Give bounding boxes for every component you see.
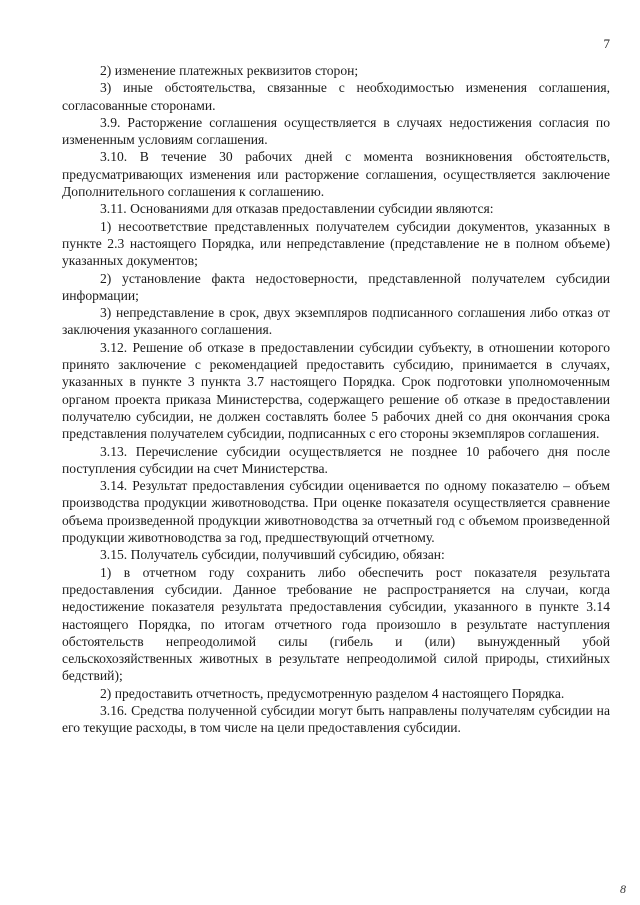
paragraph: 3.13. Перечисление субсидии осуществляется не позднее 10 рабочего дня после поступления субсидии на счет Министерства. <box>62 443 610 476</box>
paragraph: 1) в отчетном году сохранить либо обеспечить рост показателя результата предоставления субсидии. Данное требование не распространяется на случаи, когда недостижение показателя результата предоставления субсидии, указанного в пункте 3.14 настоящего Порядка, по итогам отчетного года произошло в результате наступления обстоятельств непреодолимой силы (гибель и (или) вынужденный убой сельскохозяйственных животных в результате непреодолимой силой природы, стихийных бедствий); <box>62 564 610 684</box>
paragraph: 2) установление факта недостоверности, представленной получателем субсидии информации; <box>62 270 610 303</box>
paragraph: 2) предоставить отчетность, предусмотренную разделом 4 настоящего Порядка. <box>100 685 565 701</box>
paragraph: 3.14. Результат предоставления субсидии оценивается по одному показателю – объем производства продукции животноводства. При оценке показателя осуществляется сравнение объема произведенной продукции животноводства за отчетный год с объемом произведенной продукции животноводства за год, предшествующий отчетному. <box>62 478 610 546</box>
paragraph: 2) изменение платежных реквизитов сторон; <box>100 63 359 78</box>
paragraph: 3.11. Основаниями для отказав предоставлении субсидии являются: <box>100 201 494 217</box>
page-number: 7 <box>603 36 610 51</box>
paragraph: 3.10. В течение 30 рабочих дней с момента возникновения обстоятельств, предусматривающих изменения или расторжение соглашения, осуществляется заключение Дополнительного соглашения к соглашению. <box>62 149 610 200</box>
paragraph: 3) непредставление в срок, двух экземпляров подписанного соглашения либо отказ от заключения указанного соглашения. <box>62 305 610 338</box>
document-body <box>62 62 610 737</box>
paragraph: 3) иные обстоятельства, связанные с необходимостью изменения соглашения, согласованные сторонами. <box>62 80 610 113</box>
paragraph: 3.9. Расторжение соглашения осуществляется в случаях недостижения согласия по измененным условиям соглашения. <box>62 114 610 148</box>
corner-mark: 8 <box>620 882 626 896</box>
paragraph: 3.16. Средства полученной субсидии могут быть направлены получателям субсидии на его текущие расходы, в том числе на цели предоставления субсидии. <box>62 702 610 736</box>
paragraph: 3.15. Получатель субсидии, получивший субсидию, обязан: <box>100 547 445 563</box>
paragraph: 3.12. Решение об отказе в предоставлении субсидии субъекту, в отношении которого принято заключение с рекомендацией предоставить субсидию, принимается в случаях, указанных в пункте 3 пункта 3.7 настоящего Порядка. Срок подготовки уполномоченным органом проекта приказа Министерства, содержащего решение об отказе в предоставлении получателю субсидии, не должен составлять более 5 рабочих дней со дня окончания срока представления получателем субсидии, подписанных с его стороны экземпляров соглашения. <box>62 339 610 442</box>
paragraph: 1) несоответствие представленных получателем субсидии документов, указанных в пункте 2.3 настоящего Порядка, или непредставление (представление не в полном объеме) указанных документов; <box>62 218 610 269</box>
